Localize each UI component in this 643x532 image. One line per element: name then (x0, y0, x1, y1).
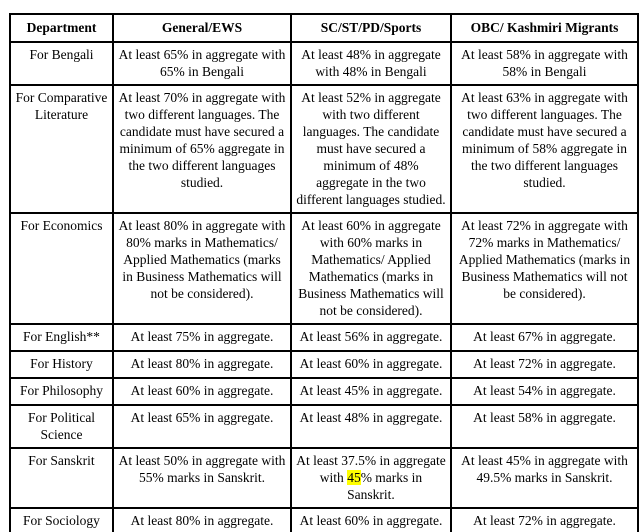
table-row (10, 448, 638, 508)
criteria-cell: At least 54% in aggregate. (451, 378, 638, 405)
criteria-cell: At least 65% in aggregate. (113, 405, 291, 448)
column-header-general-ews: General/EWS (113, 14, 291, 42)
criteria-cell (291, 448, 451, 508)
criteria-cell: At least 60% in aggregate. (291, 351, 451, 378)
criteria-cell: At least 60% in aggregate. (113, 378, 291, 405)
table-row (10, 378, 638, 405)
criteria-cell: At least 52% in aggregate with two different languages. The candidate must have secured a minimum of 48% aggregate in the two different languages studied. (291, 85, 451, 213)
table-row (10, 405, 638, 448)
highlighted-text: 45 (347, 470, 361, 485)
criteria-cell: At least 80% in aggregate with 80% marks in Mathematics/ Applied Mathematics (marks in Business Mathematics will not be considered). (113, 213, 291, 324)
criteria-cell: At least 67% in aggregate. (451, 324, 638, 351)
table-body (10, 42, 638, 532)
criteria-cell: At least 60% in aggregate with 60% marks in Mathematics/ Applied Mathematics (marks in Business Mathematics will not be considered). (291, 213, 451, 324)
criteria-cell: At least 60% in aggregate. (291, 508, 451, 532)
criteria-cell: At least 75% in aggregate. (113, 324, 291, 351)
criteria-cell: At least 63% in aggregate with two different languages. The candidate must have secured a minimum of 58% aggregate in the two different languages studied. (451, 85, 638, 213)
table-row (10, 85, 638, 213)
column-header-sc-st-pd-sports: SC/ST/PD/Sports (291, 14, 451, 42)
department-cell: For Economics (10, 213, 113, 324)
table-row (10, 324, 638, 351)
department-cell: For Comparative Literature (10, 85, 113, 213)
department-cell: For Bengali (10, 42, 113, 85)
criteria-cell: At least 80% in aggregate. (113, 508, 291, 532)
criteria-cell: At least 72% in aggregate. (451, 508, 638, 532)
criteria-cell: At least 45% in aggregate with 49.5% marks in Sanskrit. (451, 448, 638, 508)
criteria-cell: At least 80% in aggregate. (113, 351, 291, 378)
criteria-text: % marks in Sanskrit. (347, 470, 423, 502)
table-row (10, 213, 638, 324)
department-cell: For Sociology (10, 508, 113, 532)
table-row (10, 508, 638, 532)
criteria-cell: At least 56% in aggregate. (291, 324, 451, 351)
criteria-cell: At least 70% in aggregate with two different languages. The candidate must have secured a minimum of 65% aggregate in the two different languages studied. (113, 85, 291, 213)
table-row (10, 351, 638, 378)
criteria-cell: At least 72% in aggregate. (451, 351, 638, 378)
column-header-department: Department (10, 14, 113, 42)
criteria-text: At least 37.5% in aggregate with (296, 453, 446, 485)
criteria-cell: At least 72% in aggregate with 72% marks in Mathematics/ Applied Mathematics (marks in Business Mathematics will not be considered). (451, 213, 638, 324)
department-cell: For English** (10, 324, 113, 351)
eligibility-table (9, 13, 639, 532)
table-row (10, 42, 638, 85)
table-header (10, 14, 638, 42)
criteria-cell: At least 50% in aggregate with 55% marks in Sanskrit. (113, 448, 291, 508)
department-cell: For Political Science (10, 405, 113, 448)
criteria-cell: At least 48% in aggregate with 48% in Bengali (291, 42, 451, 85)
header-row (10, 14, 638, 42)
department-cell: For Sanskrit (10, 448, 113, 508)
criteria-cell: At least 58% in aggregate with 58% in Bengali (451, 42, 638, 85)
department-cell: For History (10, 351, 113, 378)
criteria-cell: At least 65% in aggregate with 65% in Bengali (113, 42, 291, 85)
column-header-obc-kashmiri-migrants: OBC/ Kashmiri Migrants (451, 14, 638, 42)
department-cell: For Philosophy (10, 378, 113, 405)
criteria-cell: At least 45% in aggregate. (291, 378, 451, 405)
criteria-cell: At least 48% in aggregate. (291, 405, 451, 448)
criteria-cell: At least 58% in aggregate. (451, 405, 638, 448)
